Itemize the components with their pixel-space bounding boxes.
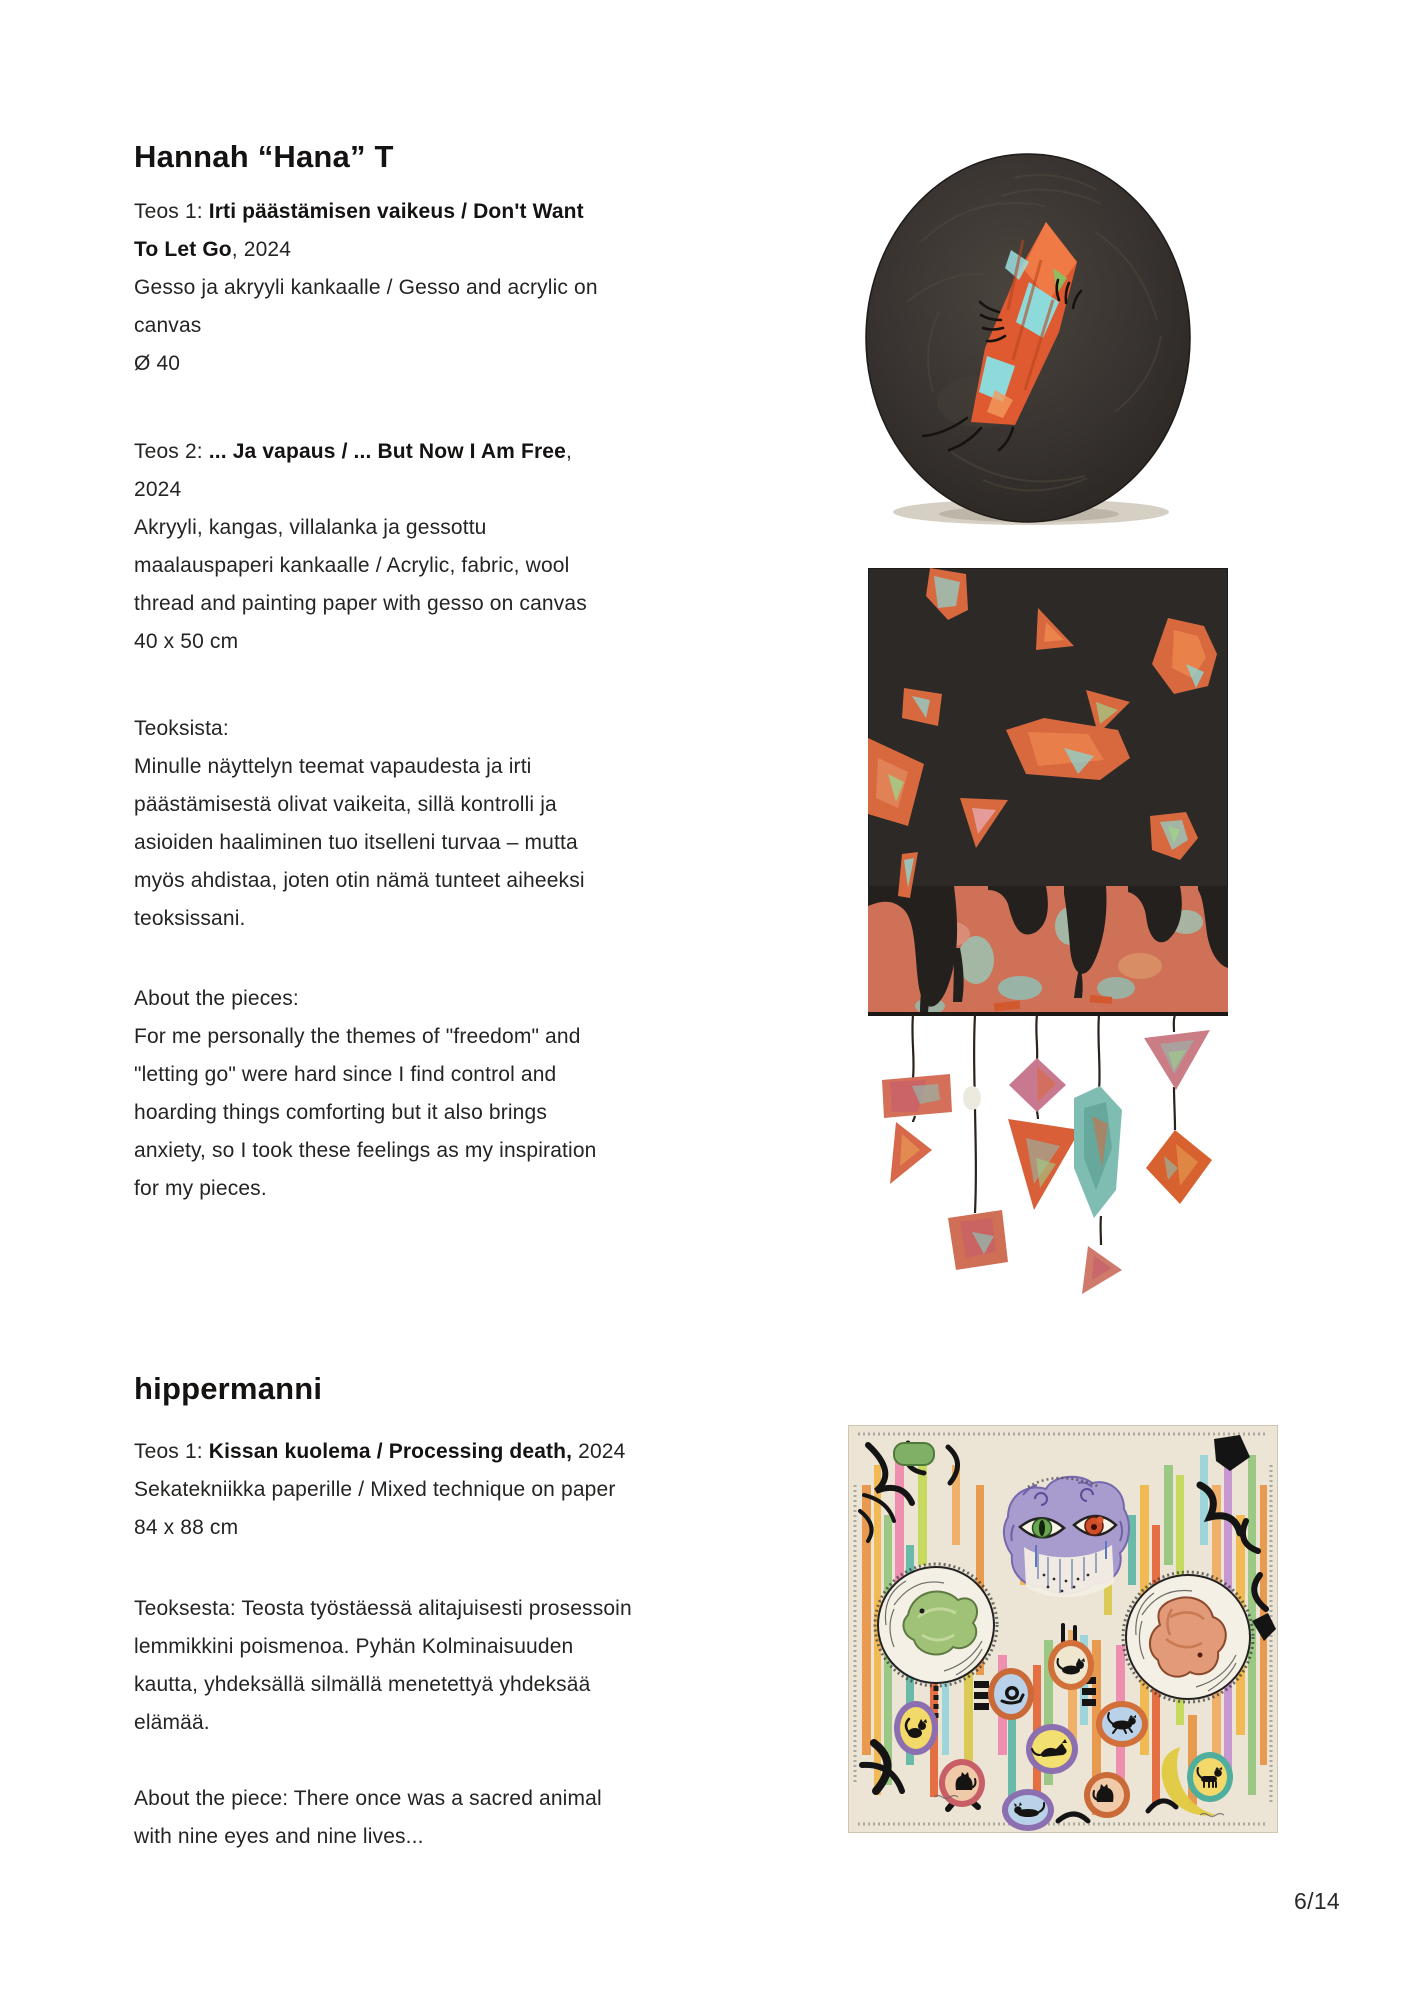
text-line: elämää.	[134, 1711, 210, 1734]
page-number: 6/14	[1294, 1888, 1340, 1914]
text-line: 84 x 88 cm	[134, 1516, 239, 1539]
text-line: kautta, yhdeksällä silmällä menetettyä yhdeksää	[134, 1673, 591, 1696]
medallion-snail	[988, 1668, 1034, 1720]
text-line: Gesso ja akryyli kankaalle / Gesso and acrylic on	[134, 276, 598, 299]
text-segment-bold: ... Ja vapaus / ... But Now I Am Free	[208, 440, 566, 463]
text-line: for my pieces.	[134, 1177, 267, 1200]
text-line: with nine eyes and nine lives...	[134, 1825, 424, 1848]
medallion-cat-sitting-2	[1084, 1772, 1130, 1818]
mobile-shapes	[882, 1030, 1212, 1294]
medallion-cat-stretching	[1026, 1724, 1078, 1774]
text-line: anxiety, so I took these feelings as my inspiration	[134, 1139, 597, 1162]
text-segment: , 2024	[231, 238, 292, 261]
artist1-work2-details	[134, 433, 587, 661]
text-line: hoarding things comforting but it also brings	[134, 1101, 547, 1124]
artist1-statement-english	[134, 980, 597, 1208]
text-line: Teoksista:	[134, 717, 229, 740]
text-line: About the piece: There once was a sacred animal	[134, 1787, 602, 1810]
text-segment: ,	[565, 440, 572, 463]
text-line: Ø 40	[134, 352, 181, 375]
medallion-cat-lying	[1002, 1789, 1054, 1831]
medallion-cat-standing	[1187, 1752, 1233, 1802]
artist2-statement-english	[134, 1780, 602, 1856]
text-line: teoksissani.	[134, 907, 246, 930]
text-line: lemmikkini poismenoa. Pyhän Kolminaisuuden	[134, 1635, 574, 1658]
text-segment: 2024	[572, 1440, 626, 1463]
artist2-work1-details	[134, 1433, 625, 1547]
medallion-cat-running	[1096, 1701, 1148, 1747]
text-line: Akryyli, kangas, villalanka ja gessottu	[134, 516, 487, 539]
text-line: About the pieces:	[134, 987, 299, 1010]
medallion-cat-sitting	[939, 1759, 985, 1807]
artist1-statement-finnish	[134, 710, 585, 938]
text-segment-bold: Irti päästämisen vaikeus / Don't Want	[208, 200, 584, 223]
text-line: 2024	[134, 478, 182, 501]
text-line: thread and painting paper with gesso on canvas	[134, 592, 587, 615]
text-segment: Teos 1:	[134, 1440, 209, 1463]
text-segment-bold: Kissan kuolema / Processing death,	[208, 1440, 573, 1463]
artwork-photo-dont-want-to-let-go	[863, 150, 1193, 530]
artwork-photo-but-now-i-am-free	[868, 568, 1228, 1300]
text-line: For me personally the themes of "freedom" and	[134, 1025, 581, 1048]
cat-face	[1004, 1477, 1129, 1597]
text-line	[134, 1433, 625, 1471]
text-line: myös ahdistaa, joten otin nämä tunteet aiheeksi	[134, 869, 585, 892]
text-line: "letting go" were hard since I find control and	[134, 1063, 557, 1086]
green-stone	[894, 1443, 934, 1465]
text-line: päästämisestä olivat vaikeita, sillä kontrolli ja	[134, 793, 557, 816]
text-line	[134, 193, 598, 231]
artist1-work1-details	[134, 193, 598, 383]
text-line: Teoksesta: Teosta työstäessä alitajuisesti prosessoin	[134, 1597, 632, 1620]
artist2-heading: hippermanni	[134, 1371, 323, 1406]
text-segment: Teos 1:	[134, 200, 209, 223]
canvas-body	[868, 568, 1228, 1016]
string-knot	[963, 1086, 981, 1110]
text-line: canvas	[134, 314, 202, 337]
text-segment: Teos 2:	[134, 440, 209, 463]
text-line: maalauspaperi kankaalle / Acrylic, fabric, wool	[134, 554, 570, 577]
text-line: asioiden haaliminen tuo itselleni turvaa – mutta	[134, 831, 578, 854]
text-line	[134, 433, 587, 471]
artwork-photo-kissan-kuolema	[848, 1425, 1278, 1833]
artist2-statement-finnish	[134, 1590, 632, 1742]
text-line	[134, 231, 598, 269]
artist1-heading: Hannah “Hana” T	[134, 139, 394, 174]
text-segment-bold: To Let Go	[134, 238, 232, 261]
medallion-cat-1	[1048, 1640, 1094, 1690]
text-line: Minulle näyttelyn teemat vapaudesta ja irti	[134, 755, 532, 778]
text-line: Sekatekniikka paperille / Mixed technique on paper	[134, 1478, 616, 1501]
text-line: 40 x 50 cm	[134, 630, 239, 653]
medallion-cat-2	[894, 1701, 938, 1755]
